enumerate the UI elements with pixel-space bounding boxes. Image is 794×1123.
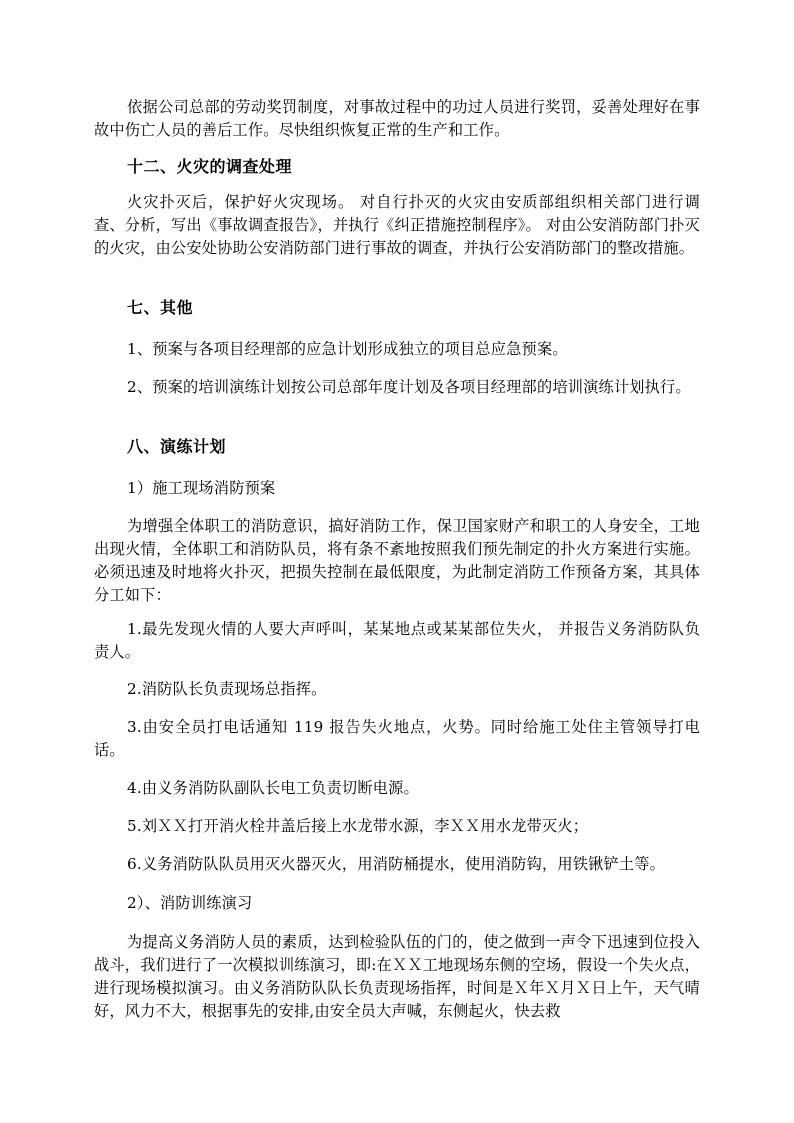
step-4: 4.由义务消防队副队长电工负责切断电源。 bbox=[127, 779, 419, 797]
paragraph-fire-investigation: 火灾扑灭后，保护好火灾现场。 对自行扑灭的火灾由安质部组织相关部门进行调查、分析，写出《事故调查报告》，并执行《纠正措施控制程序》。 对由公安消防部门扑灭的火灾，由公安处协助公安消防部门进行事故的调查，并执行公安消防部门的整改措施。 bbox=[94, 193, 700, 257]
paragraph-other-2: 2、预案的培训演练计划按公司总部年度计划及各项目经理部的培训演练计划执行。 bbox=[127, 378, 691, 396]
step-5: 5.刘ＸＸ打开消火栓井盖后接上水龙带水源，李ＸＸ用水龙带灭火； bbox=[127, 817, 589, 835]
subheading-drill: 2）、消防训练演习 bbox=[127, 894, 253, 912]
heading-fire-investigation: 十二、火灾的调查处理 bbox=[127, 157, 293, 176]
step-6: 6.义务消防队队员用灭火器灭火，用消防桶提水，使用消防钩，用铁锹铲土等。 bbox=[127, 855, 666, 873]
heading-other: 七、其他 bbox=[127, 298, 194, 317]
step-1: 1.最先发现火情的人要大声呼叫，某某地点或某某部位失火， 并报告义务消防队负责人。 bbox=[94, 620, 700, 661]
paragraph-drill: 为提高义务消防人员的素质，达到检验队伍的门的，使之做到一声令下迅速到位投入战斗，我们进行了一次模拟训练演习，即:在ＸＸ工地现场东侧的空场，假设一个失火点，进行现场模拟演习。由义务消防队队长负责现场指挥，时间是Ｘ年Ｘ月Ｘ日上午，天气晴好，风力不大，根据事先的安排,由安全员大声喊，东侧起火，快去救 bbox=[94, 933, 700, 1020]
paragraph-intro: 为增强全体职工的消防意识，搞好消防工作，保卫国家财产和职工的人身安全，工地出现火情，全体职工和消防队员，将有条不紊地按照我们预先制定的扑火方案进行实施。必须迅速及时地将火扑灭，把损失控制在最低限度，为此制定消防工作预备方案，其具体分工如下： bbox=[94, 517, 700, 604]
subheading-fire-plan: 1）施工现场消防预案 bbox=[127, 479, 276, 497]
step-3: 3.由安全员打电话通知 119 报告失火地点，火势。同时给施工处住主管领导打电话。 bbox=[94, 718, 700, 759]
paragraph-reward: 依据公司总部的劳动奖罚制度，对事故过程中的功过人员进行奖罚，妥善处理好在事故中伤亡人员的善后工作。尽快组织恢复正常的生产和工作。 bbox=[94, 98, 700, 139]
paragraph-other-1: 1、预案与各项目经理部的应急计划形成独立的项目总应急预案。 bbox=[127, 340, 568, 358]
step-2: 2.消防队长负责现场总指挥。 bbox=[127, 680, 327, 698]
heading-drill-plan: 八、演练计划 bbox=[127, 437, 227, 456]
